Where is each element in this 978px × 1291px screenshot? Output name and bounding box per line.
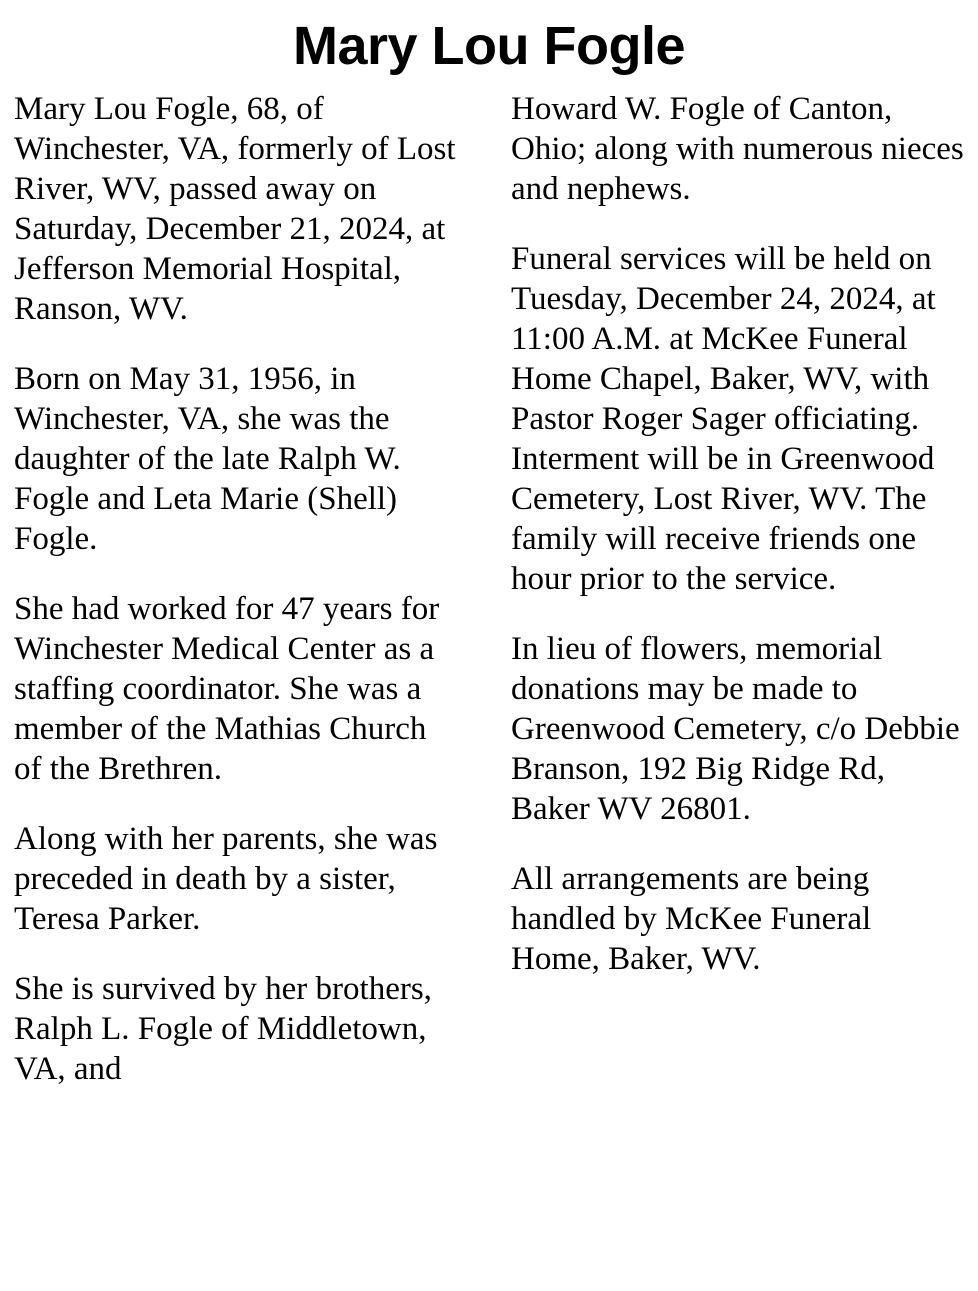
left-column [14, 89, 489, 1089]
obituary-paragraph: Howard W. Fogle of Canton, Ohio; along with numerous nieces and nephews. [511, 90, 964, 207]
obituary-paragraph: All arrangements are being handled by McKee Funeral Home, Baker, WV. [511, 860, 872, 977]
obituary-paragraph: Along with her parents, she was preceded in death by a sister, Teresa Parker. [14, 820, 438, 937]
obituary-paragraph: In lieu of flowers, memorial donations may be made to Greenwood Cemetery, c/o Debbie Branson, 192 Big Ridge Rd, Baker WV 26801. [511, 630, 960, 827]
page-title: Mary Lou Fogle [292, 16, 685, 76]
two-column-body [0, 89, 978, 1089]
obituary-paragraph: She had worked for 47 years for Winchester Medical Center as a staffing coordinator. She was a member of the Mathias Church of the Brethren. [14, 590, 440, 787]
right-column [489, 89, 964, 979]
obituary-paragraph: Born on May 31, 1956, in Winchester, VA, she was the daughter of the late Ralph W. Fogle and Leta Marie (Shell) Fogle. [14, 360, 401, 557]
obituary-paragraph: Mary Lou Fogle, 68, of Winchester, VA, formerly of Lost River, WV, passed away on Saturday, December 21, 2024, at Jefferson Memorial Hospital, Ranson, WV. [14, 90, 456, 327]
obituary-paragraph: She is survived by her brothers, Ralph L. Fogle of Middletown, VA, and [14, 970, 432, 1087]
obituary-paragraph: Funeral services will be held on Tuesday, December 24, 2024, at 11:00 A.M. at McKee Funeral Home Chapel, Baker, WV, with Pastor Roger Sager officiating. Interment will be in Greenwood Cemetery, Lost River, WV. The family will receive friends one hour prior to the service. [511, 240, 936, 597]
